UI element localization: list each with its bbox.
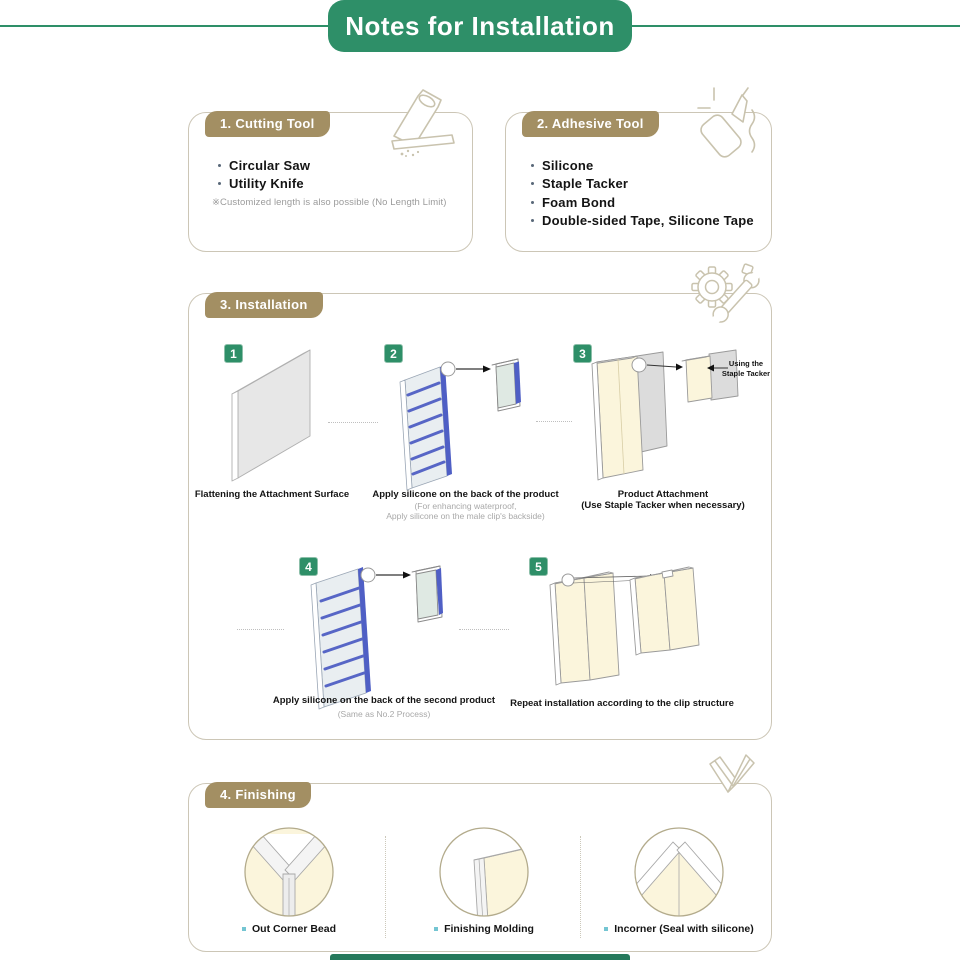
page-title: Notes for Installation bbox=[328, 0, 632, 52]
bullet-dot bbox=[531, 182, 534, 185]
section-installation-label: 3. Installation bbox=[205, 292, 323, 318]
dotted-connector bbox=[459, 629, 509, 630]
tool-item-label: Circular Saw bbox=[229, 157, 311, 173]
bullet-dot bbox=[434, 927, 438, 931]
tool-item-label: Silicone bbox=[542, 157, 594, 173]
tool-item bbox=[218, 156, 310, 175]
next-section-edge bbox=[330, 954, 630, 960]
tool-item bbox=[531, 193, 754, 212]
adhesive-tool-list bbox=[531, 156, 754, 230]
dotted-connector bbox=[536, 421, 572, 422]
tool-item-label: Foam Bond bbox=[542, 194, 616, 210]
silicone-tube-icon bbox=[690, 82, 774, 162]
finishing-item bbox=[579, 923, 779, 935]
finishing-item-label: Finishing Molding bbox=[444, 923, 534, 935]
incorner-diagram bbox=[631, 824, 727, 920]
step3-annotation-line1: Using the bbox=[728, 359, 764, 368]
bullet-dot bbox=[604, 927, 608, 931]
step-badge-5: 5 bbox=[529, 557, 548, 576]
bullet-dot bbox=[531, 219, 534, 222]
tool-item bbox=[531, 156, 754, 175]
cutting-tool-note: ※Customized length is also possible (No Length Limit) bbox=[212, 197, 447, 208]
step5-repeat-diagram bbox=[512, 553, 762, 703]
out-corner-bead-diagram bbox=[241, 824, 337, 920]
section-finishing-label: 4. Finishing bbox=[205, 782, 311, 808]
step2-subcaption: (For enhancing waterproof, bbox=[414, 501, 517, 511]
step3-annotation bbox=[716, 359, 776, 378]
section-cutting-tool-label: 1. Cutting Tool bbox=[205, 111, 330, 137]
tool-item-label: Utility Knife bbox=[229, 176, 304, 192]
tool-item bbox=[531, 212, 754, 231]
circular-saw-icon bbox=[366, 84, 458, 158]
bullet-dot bbox=[531, 164, 534, 167]
cutting-tool-list bbox=[218, 156, 310, 193]
tool-item-label: Staple Tacker bbox=[542, 176, 629, 192]
finishing-item bbox=[189, 923, 389, 935]
bullet-dot bbox=[218, 182, 221, 185]
step-badge-2: 2 bbox=[384, 344, 403, 363]
bullet-dot bbox=[531, 201, 534, 204]
dotted-connector bbox=[328, 422, 378, 423]
step3-caption: Product Attachment bbox=[617, 489, 709, 500]
dotted-connector bbox=[237, 629, 284, 630]
step3-caption-line2: (Use Staple Tacker when necessary) bbox=[581, 500, 745, 511]
section-adhesive-tool-label: 2. Adhesive Tool bbox=[522, 111, 659, 137]
step1-panel-diagram bbox=[222, 340, 322, 485]
tool-item-label: Double-sided Tape, Silicone Tape bbox=[542, 213, 754, 229]
finishing-item-label: Incorner (Seal with silicone) bbox=[614, 923, 754, 935]
step5-caption: Repeat installation according to the clip structure bbox=[510, 698, 734, 709]
step4-silicone-diagram bbox=[292, 553, 477, 718]
step4-subcaption: (Same as No.2 Process) bbox=[337, 709, 431, 719]
finishing-item bbox=[384, 923, 584, 935]
finishing-item-label: Out Corner Bead bbox=[251, 923, 336, 935]
corner-molding-icon bbox=[696, 750, 760, 816]
tool-item bbox=[531, 175, 754, 194]
step2-caption: Apply silicone on the back of the product bbox=[372, 489, 559, 500]
finishing-molding-diagram bbox=[436, 824, 532, 920]
step-badge-3: 3 bbox=[573, 344, 592, 363]
bullet-dot bbox=[242, 927, 246, 931]
gear-wrench-icon bbox=[686, 260, 762, 326]
step3-annotation-line2: Staple Tacker bbox=[721, 368, 771, 378]
tool-item bbox=[218, 175, 310, 194]
step-badge-4: 4 bbox=[299, 557, 318, 576]
bullet-dot bbox=[218, 164, 221, 167]
step1-caption: Flattening the Attachment Surface bbox=[194, 489, 350, 500]
step2-silicone-diagram bbox=[378, 338, 556, 493]
step2-subcaption: Apply silicone on the male clip's backside) bbox=[386, 511, 545, 521]
step-badge-1: 1 bbox=[224, 344, 243, 363]
step4-caption: Apply silicone on the back of the second product bbox=[272, 695, 496, 706]
